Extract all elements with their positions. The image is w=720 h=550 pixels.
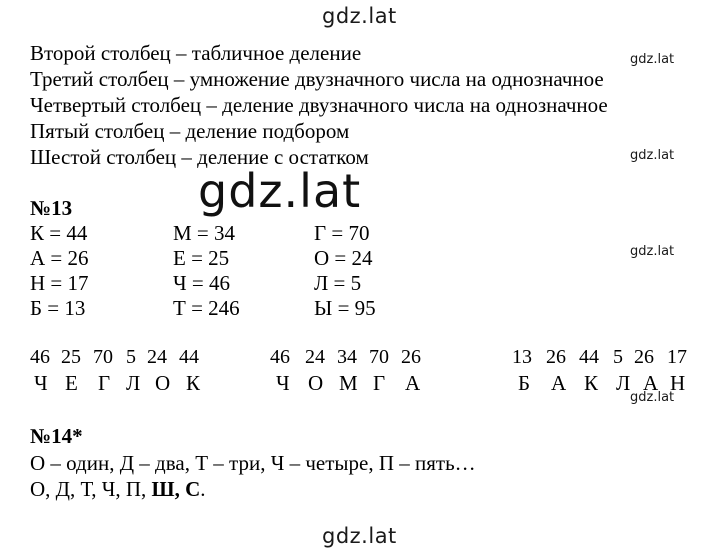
code-number: 5 — [126, 346, 136, 368]
equation: М = 34 — [173, 221, 236, 245]
code-letter: Л — [126, 371, 141, 395]
code-number: 34 — [337, 346, 357, 368]
code-letter: А — [405, 371, 421, 395]
equation: О = 24 — [314, 246, 373, 270]
equation: Ч = 46 — [173, 271, 230, 295]
code-number: 46 — [30, 346, 50, 368]
task14-line-2 — [30, 476, 206, 502]
equation: Н = 17 — [30, 271, 89, 295]
equation: Т = 246 — [173, 296, 240, 320]
task14-line-1: О – один, Д – два, Т – три, Ч – четыре, П – пять… — [30, 451, 476, 475]
code-number: 26 — [634, 346, 654, 368]
equation: Е = 25 — [173, 246, 230, 270]
watermark-side-2: gdz.lat — [630, 148, 675, 163]
equation: Б = 13 — [30, 296, 86, 320]
watermark-center: gdz.lat — [198, 164, 362, 218]
code-number: 24 — [305, 346, 325, 368]
watermark-side-3: gdz.lat — [630, 244, 675, 259]
code-letter: Ч — [34, 371, 48, 395]
code-number: 26 — [546, 346, 566, 368]
watermark-top: gdz.lat — [322, 4, 397, 28]
code-number: 44 — [579, 346, 599, 368]
watermark-bottom: gdz.lat — [322, 524, 397, 548]
code-letter: Л — [616, 371, 631, 395]
code-letter: О — [308, 371, 324, 395]
code-letter: А — [551, 371, 567, 395]
code-letter: Е — [65, 371, 78, 395]
code-letter: М — [339, 371, 358, 395]
equation: К = 44 — [30, 221, 88, 245]
task14-answer: Ш, С — [151, 477, 201, 501]
code-number: 44 — [179, 346, 199, 368]
code-letter: О — [155, 371, 171, 395]
equation: А = 26 — [30, 246, 89, 270]
intro-line: Четвертый столбец – деление двузначного числа на однозначное — [30, 93, 608, 117]
code-letter: Ч — [276, 371, 290, 395]
code-number: 25 — [61, 346, 81, 368]
intro-line: Второй столбец – табличное деление — [30, 41, 362, 65]
task14-heading: №14* — [30, 424, 83, 448]
code-letter: Н — [670, 371, 686, 395]
code-letter: К — [584, 371, 599, 395]
intro-line: Третий столбец – умножение двузначного числа на однозначное — [30, 67, 604, 91]
equation: Ы = 95 — [314, 296, 376, 320]
task14-period: . — [200, 477, 206, 501]
code-number: 26 — [401, 346, 421, 368]
code-number: 13 — [512, 346, 532, 368]
equation: Л = 5 — [314, 271, 362, 295]
code-number: 17 — [667, 346, 687, 368]
task13-heading: №13 — [30, 196, 73, 220]
code-letter: К — [186, 371, 201, 395]
code-number: 46 — [270, 346, 290, 368]
code-letter: Б — [518, 371, 531, 395]
code-number: 70 — [93, 346, 113, 368]
code-number: 70 — [369, 346, 389, 368]
code-number: 5 — [613, 346, 623, 368]
intro-line: Шестой столбец – деление с остатком — [30, 145, 369, 169]
code-number: 24 — [147, 346, 167, 368]
watermark-side-4: gdz.lat — [630, 390, 675, 405]
equation: Г = 70 — [314, 221, 370, 245]
code-letter: А — [643, 371, 659, 395]
intro-line: Пятый столбец – деление подбором — [30, 119, 350, 143]
watermark-side-1: gdz.lat — [630, 52, 675, 67]
task14-letters: О, Д, Т, Ч, П, — [30, 477, 152, 501]
code-letter: Г — [373, 371, 386, 395]
code-letter: Г — [98, 371, 111, 395]
